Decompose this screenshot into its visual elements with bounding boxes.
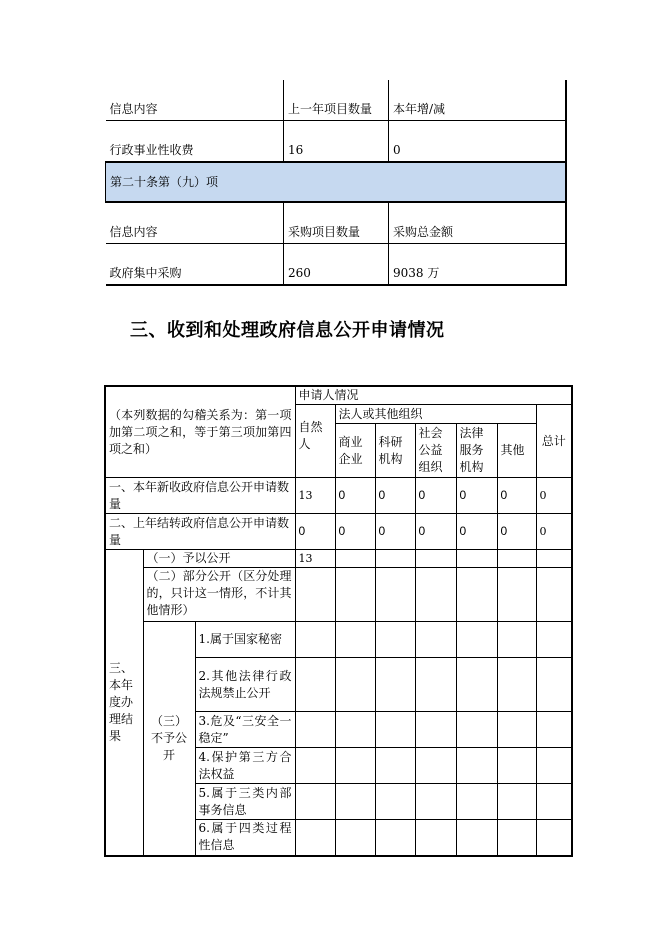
table-row	[106, 121, 566, 163]
table-cell	[536, 550, 572, 568]
table-cell: 0	[536, 514, 572, 550]
table-cell	[497, 784, 536, 820]
table-cell	[536, 622, 572, 658]
section-header: 第二十条第（九）项	[106, 162, 566, 202]
table-cell	[335, 712, 375, 748]
table-cell	[497, 748, 536, 784]
note-cell: （本列数据的勾稽关系为：第一项加第二项之和，等于第三项加第四项之和）	[105, 386, 295, 478]
table-cell	[456, 784, 497, 820]
table-cell: 0	[497, 514, 536, 550]
table-cell: 0	[536, 478, 572, 514]
table-cell: 0	[375, 514, 415, 550]
table-cell	[497, 568, 536, 622]
table-cell	[497, 622, 536, 658]
table-cell	[497, 820, 536, 856]
table-cell	[415, 748, 456, 784]
application-stats-table	[104, 385, 573, 857]
table-cell	[375, 550, 415, 568]
table-cell: 0	[415, 514, 456, 550]
table-cell: 0	[375, 478, 415, 514]
table-cell	[335, 622, 375, 658]
table-cell: 16	[284, 121, 389, 163]
not-disclose-label: （三）不予公开	[143, 622, 195, 856]
row-label: 1.属于国家秘密	[195, 622, 295, 658]
disclosure-stats-table	[105, 80, 567, 286]
table-cell: 政府集中采购	[106, 244, 284, 286]
table-cell: 0	[415, 478, 456, 514]
table-cell	[415, 550, 456, 568]
col-total: 总计	[536, 405, 572, 478]
table-row	[106, 80, 566, 121]
table-cell: 0	[335, 478, 375, 514]
table-cell: 9038 万	[389, 244, 566, 286]
table-cell	[295, 784, 335, 820]
row-label: 一、本年新收政府信息公开申请数量	[105, 478, 295, 514]
col-public-welfare: 社会公益组织	[415, 424, 456, 478]
table-cell	[295, 820, 335, 856]
table-cell	[295, 622, 335, 658]
table-cell	[415, 568, 456, 622]
table-row	[105, 514, 572, 550]
table-cell	[497, 712, 536, 748]
table-row	[105, 386, 572, 405]
table-cell	[295, 712, 335, 748]
table-cell: 13	[295, 550, 335, 568]
col-natural: 自然人	[295, 405, 335, 478]
row-label: 4.保护第三方合法权益	[195, 748, 295, 784]
table-cell	[456, 712, 497, 748]
table-cell	[375, 568, 415, 622]
legal-header: 法人或其他组织	[335, 405, 536, 424]
table-cell	[456, 568, 497, 622]
table-cell: 信息内容	[106, 80, 284, 121]
table-row	[106, 202, 566, 244]
table-cell	[456, 658, 497, 712]
table-row	[105, 622, 572, 658]
table-cell	[497, 658, 536, 712]
table-cell	[375, 748, 415, 784]
section3-label: 三、本年度办理结果	[105, 550, 143, 856]
table-cell: 0	[295, 514, 335, 550]
table-row	[105, 550, 572, 568]
table-cell	[335, 568, 375, 622]
table-cell	[335, 748, 375, 784]
table-cell	[536, 712, 572, 748]
table-row	[105, 568, 572, 622]
table-cell: 0	[497, 478, 536, 514]
table-cell: 0	[335, 514, 375, 550]
table-cell	[497, 550, 536, 568]
row-label: 二、上年结转政府信息公开申请数量	[105, 514, 295, 550]
table-cell: 采购总金额	[389, 202, 566, 244]
col-research: 科研机构	[375, 424, 415, 478]
table-cell	[415, 820, 456, 856]
table-cell	[295, 748, 335, 784]
table-cell: 行政事业性收费	[106, 121, 284, 163]
table-cell	[456, 748, 497, 784]
table-cell	[536, 568, 572, 622]
table-cell: 采购项目数量	[284, 202, 389, 244]
table-cell	[375, 658, 415, 712]
table-cell	[295, 568, 335, 622]
table-cell	[415, 622, 456, 658]
col-legal-service: 法律服务机构	[456, 424, 497, 478]
row-label: （一）予以公开	[143, 550, 295, 568]
table-cell: 上一年项目数量	[284, 80, 389, 121]
table-cell	[375, 820, 415, 856]
applicant-header: 申请人情况	[295, 386, 572, 405]
section-header-row	[106, 162, 566, 202]
row-label: 2.其他法律行政法规禁止公开	[195, 658, 295, 712]
table-cell	[456, 820, 497, 856]
table-cell	[375, 622, 415, 658]
table-cell: 0	[389, 121, 566, 163]
table-cell: 本年增/减	[389, 80, 566, 121]
table-cell	[415, 712, 456, 748]
table-cell	[415, 658, 456, 712]
table-cell	[536, 784, 572, 820]
table-cell: 0	[456, 478, 497, 514]
table-cell	[335, 820, 375, 856]
row-label: 3.危及“三安全一稳定”	[195, 712, 295, 748]
row-label: 6.属于四类过程性信息	[195, 820, 295, 856]
col-business: 商业企业	[335, 424, 375, 478]
table-cell	[536, 748, 572, 784]
table-cell	[456, 622, 497, 658]
table-cell	[335, 784, 375, 820]
table-cell: 13	[295, 478, 335, 514]
table-row	[106, 244, 566, 286]
table-cell	[375, 712, 415, 748]
table-cell	[536, 820, 572, 856]
table-cell	[375, 784, 415, 820]
section-heading: 三、收到和处理政府信息公开申请情况	[130, 320, 445, 341]
table-cell	[295, 658, 335, 712]
table-cell: 0	[456, 514, 497, 550]
table-cell	[335, 550, 375, 568]
table-cell: 260	[284, 244, 389, 286]
table-cell	[335, 658, 375, 712]
table-row	[105, 478, 572, 514]
table-cell	[536, 658, 572, 712]
col-other: 其他	[497, 424, 536, 478]
row-label: 5.属于三类内部事务信息	[195, 784, 295, 820]
table-cell	[456, 550, 497, 568]
table-cell: 信息内容	[106, 202, 284, 244]
table-cell	[415, 784, 456, 820]
row-label: （二）部分公开（区分处理的，只计这一情形，不计其他情形）	[143, 568, 295, 622]
